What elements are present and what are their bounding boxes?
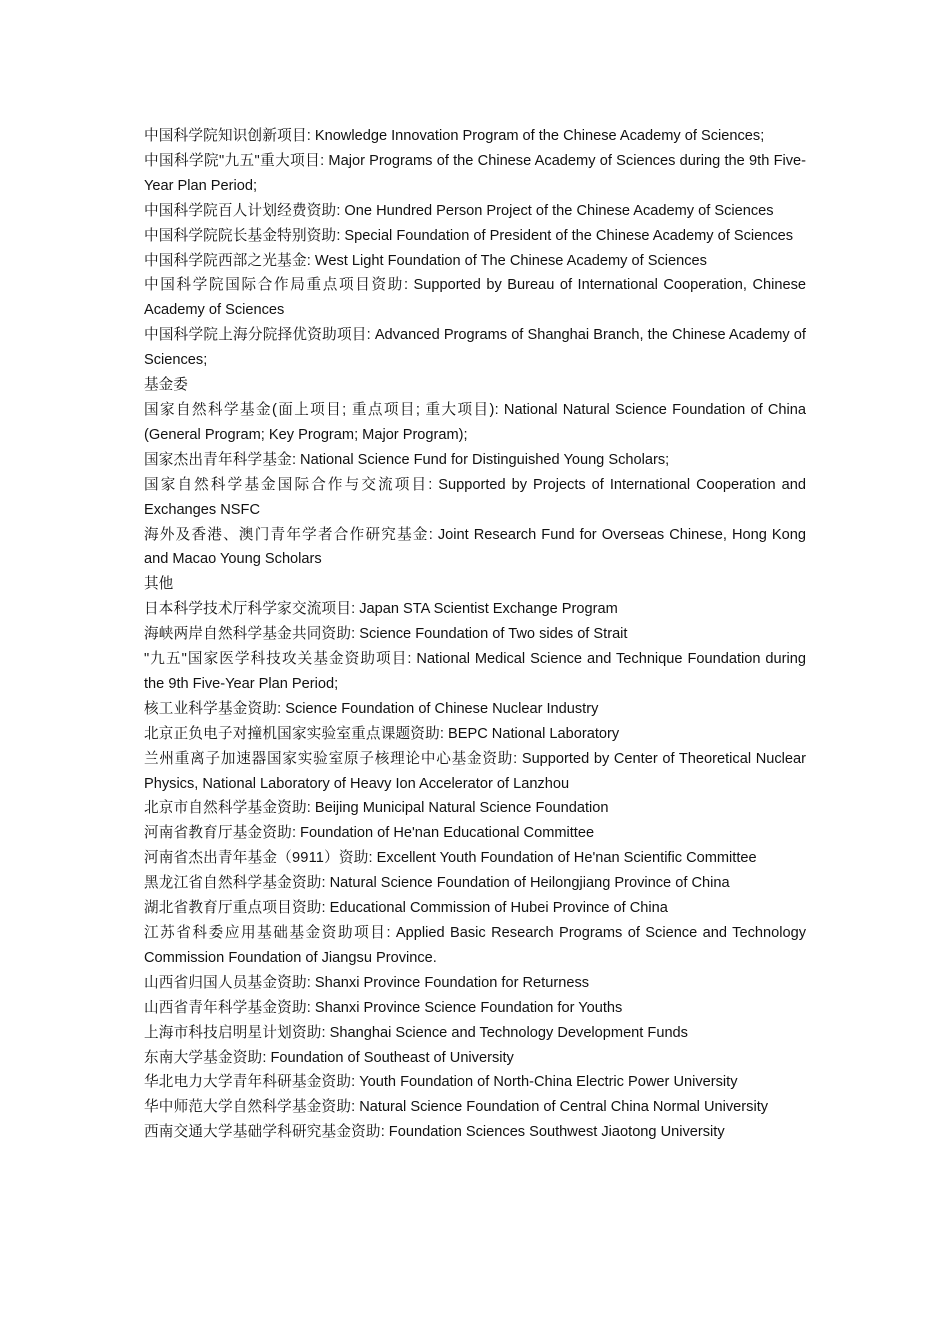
funding-name-en: : Foundation of He'nan Educational Committee <box>291 825 595 842</box>
funding-name-cn: 河南省教育厅基金资助 <box>144 825 292 842</box>
funding-entry <box>144 149 806 199</box>
funding-entry <box>144 697 806 722</box>
funding-entry <box>144 871 806 896</box>
funding-entry <box>144 821 806 846</box>
funding-name-cn: 海外及香港、澳门青年学者合作研究基金 <box>144 526 429 543</box>
funding-name-en: : Japan STA Scientist Exchange Program <box>351 601 618 618</box>
funding-name-en: : Science Foundation of Two sides of Strait <box>351 626 628 643</box>
funding-entry <box>144 747 806 797</box>
funding-name-en: : West Light Foundation of The Chinese Academy of Sciences <box>306 252 707 269</box>
funding-name-en: : Major Programs of the Chinese Academy of Sciences during the 9th Five-Year Plan Period; <box>144 152 806 194</box>
funding-name-cn: 山西省归国人员基金资助 <box>144 974 307 991</box>
funding-list <box>144 124 806 1145</box>
funding-entry <box>144 622 806 647</box>
funding-name-cn: 中国科学院国际合作局重点项目资助 <box>144 277 404 294</box>
funding-entry <box>144 398 806 448</box>
funding-entry <box>144 896 806 921</box>
funding-name-en: : Science Foundation of Chinese Nuclear Industry <box>277 700 599 717</box>
funding-name-cn: 江苏省科委应用基础基金资助项目 <box>144 925 387 941</box>
funding-entry <box>144 273 806 323</box>
funding-entry <box>144 921 806 971</box>
funding-entry <box>144 199 806 224</box>
funding-name-cn: 国家自然科学基金(面上项目; 重点项目; 重大项目) <box>144 401 495 418</box>
funding-name-en: : BEPC National Laboratory <box>439 725 620 742</box>
funding-name-en: : One Hundred Person Project of the Chinese Academy of Sciences <box>336 202 774 219</box>
funding-name-cn: "九五"国家医学科技攻关基金资助项目 <box>144 651 408 668</box>
funding-name-cn: 兰州重离子加速器国家实验室原子核理论中心基金资助 <box>144 750 514 767</box>
funding-name-en: : Beijing Municipal Natural Science Foundation <box>306 800 609 817</box>
section-heading-nsfc: 基金委 <box>144 377 188 394</box>
funding-name-en: : Shanxi Province Foundation for Returness <box>306 974 590 991</box>
funding-name-cn: 中国科学院"九五"重大项目 <box>144 152 321 169</box>
funding-name-en: : National Medical Science and Technique Foundation during the 9th Five-Year Plan Period; <box>144 651 806 692</box>
funding-entry <box>144 224 806 249</box>
funding-entry <box>144 1046 806 1071</box>
funding-name-cn: 中国科学院上海分院择优资助项目 <box>144 327 367 344</box>
funding-name-cn: 海峡两岸自然科学基金共同资助 <box>144 626 352 643</box>
funding-name-cn: 国家自然科学基金国际合作与交流项目 <box>144 476 429 493</box>
funding-entry <box>144 647 806 697</box>
funding-name-en: : Natural Science Foundation of Heilongjiang Province of China <box>321 875 730 892</box>
funding-name-cn: 日本科学技术厅科学家交流项目 <box>144 601 352 618</box>
funding-name-en: : Joint Research Fund for Overseas Chinese, Hong Kong and Macao Young Scholars <box>144 526 806 568</box>
funding-entry <box>144 323 806 373</box>
funding-name-en: : National Science Fund for Distinguished Young Scholars; <box>291 451 670 468</box>
funding-entry <box>144 523 806 573</box>
funding-entry <box>144 1120 806 1145</box>
funding-entry <box>144 1095 806 1120</box>
funding-entry <box>144 846 806 871</box>
funding-name-cn: 黑龙江省自然科学基金资助 <box>144 875 322 892</box>
funding-name-cn: 国家杰出青年科学基金 <box>144 451 292 468</box>
funding-name-en: : Natural Science Foundation of Central China Normal University <box>351 1099 769 1116</box>
funding-name-en: : Supported by Projects of International Cooperation and Exchanges NSFC <box>144 476 806 518</box>
funding-entry <box>144 597 806 622</box>
funding-entry <box>144 448 806 473</box>
funding-name-en: : Advanced Programs of Shanghai Branch, the Chinese Academy of Sciences; <box>144 327 806 369</box>
funding-name-en: : Knowledge Innovation Program of the Chinese Academy of Sciences; <box>306 128 765 144</box>
funding-name-cn: 中国科学院百人计划经费资助 <box>144 202 337 219</box>
funding-entry <box>144 473 806 523</box>
funding-entry <box>144 1021 806 1046</box>
funding-name-cn: 核工业科学基金资助 <box>144 700 278 717</box>
funding-entry <box>144 722 806 747</box>
funding-name-cn: 西南交通大学基础学科研究基金资助 <box>144 1124 381 1141</box>
funding-entry <box>144 996 806 1021</box>
funding-name-cn: 湖北省教育厅重点项目资助 <box>144 900 322 917</box>
funding-name-en: : National Natural Science Foundation of China (General Program; Key Program; Major Program); <box>144 401 807 443</box>
funding-name-cn: 中国科学院知识创新项目 <box>144 128 307 144</box>
funding-name-en: : Supported by Bureau of International Cooperation, Chinese Academy of Sciences <box>144 277 807 319</box>
funding-name-en: : Supported by Center of Theoretical Nuclear Physics, National Laboratory of Heavy Ion Accelerator of Lanzhou <box>144 750 806 792</box>
funding-entry <box>144 124 806 149</box>
funding-entry <box>144 249 806 274</box>
funding-entry <box>144 1070 806 1095</box>
funding-name-en: : Foundation of Southeast of University <box>262 1049 514 1066</box>
funding-name-cn: 东南大学基金资助 <box>144 1049 263 1066</box>
funding-name-cn: 华北电力大学青年科研基金资助 <box>144 1074 352 1091</box>
funding-name-cn: 北京市自然科学基金资助 <box>144 800 307 817</box>
funding-name-cn: 中国科学院院长基金特别资助 <box>144 227 337 244</box>
funding-name-en: : Shanghai Science and Technology Development Funds <box>321 1024 688 1041</box>
funding-name-cn: 中国科学院西部之光基金 <box>144 252 307 269</box>
funding-name-en: : Applied Basic Research Programs of Science and Technology Commission Foundation of Jiangsu Province. <box>144 925 806 966</box>
funding-name-cn: 山西省青年科学基金资助 <box>144 999 307 1016</box>
funding-name-en: : Youth Foundation of North-China Electric Power University <box>351 1074 738 1091</box>
funding-name-en: : Shanxi Province Science Foundation for Youths <box>306 999 623 1016</box>
funding-name-en: : Foundation Sciences Southwest Jiaotong University <box>380 1124 725 1141</box>
funding-name-cn: 华中师范大学自然科学基金资助 <box>144 1099 352 1116</box>
section-heading-other: 其他 <box>144 576 174 593</box>
funding-name-cn: 上海市科技启明星计划资助 <box>144 1024 322 1041</box>
funding-entry <box>144 796 806 821</box>
funding-name-cn: 北京正负电子对撞机国家实验室重点课题资助 <box>144 725 440 742</box>
funding-name-en: : Special Foundation of President of the Chinese Academy of Sciences <box>336 227 794 244</box>
funding-name-en: : Excellent Youth Foundation of He'nan Scientific Committee <box>368 850 757 867</box>
funding-entry <box>144 971 806 996</box>
funding-name-cn: 河南省杰出青年基金（9911）资助 <box>144 850 369 867</box>
funding-name-en: : Educational Commission of Hubei Province of China <box>321 900 668 917</box>
